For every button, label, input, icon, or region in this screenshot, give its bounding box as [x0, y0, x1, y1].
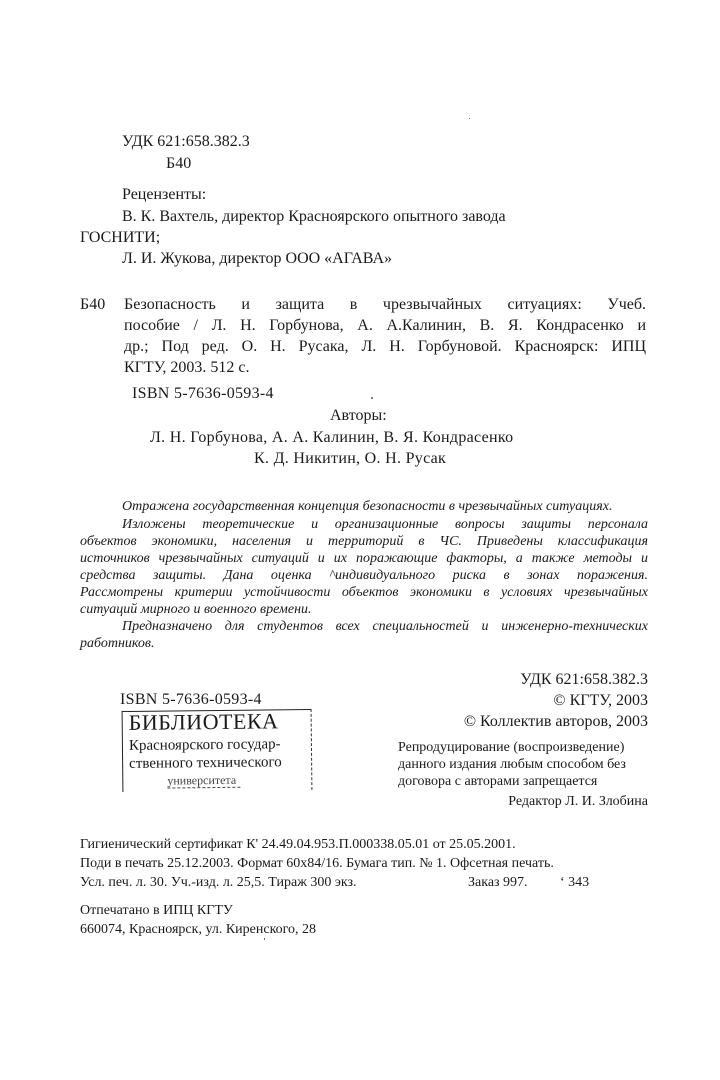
order-label: Заказ 997.: [468, 875, 528, 890]
reviewer-2: Л. И. Жукова, директор ООО «АГАВА»: [122, 250, 393, 267]
reproduction-notice-3: договора с авторами запрещается: [398, 774, 598, 789]
reviewer-1-org: ГОСНИТИ;: [80, 229, 161, 246]
authors-heading: Авторы:: [330, 407, 387, 424]
udk-code-top: УДК 621:658.382.3: [122, 133, 250, 150]
abstract-line-4: источников чрезвычайных ситуаций и их поражающие факторы, а также методы и: [80, 551, 648, 566]
reproduction-notice-2: данного издания любым способом без: [398, 757, 626, 772]
biblio-line-2: пособие / Л. Н. Горбунова, А. А.Калинин, В. Я. Кондрасенко и: [124, 317, 646, 334]
abstract-line-6: Рассмотрены критерии устойчивости объектов экономики в условиях чрезвычайных: [80, 585, 648, 600]
editor-credit: Редактор Л. И. Злобина: [508, 794, 648, 809]
biblio-line-3: др.; Под ред. О. Н. Русака, Л. Н. Горбуновой. Красноярск: ИПЦ: [124, 338, 646, 355]
stamp-line-1: Красноярского государ-: [128, 736, 281, 754]
abstract-line-1: Отражена государственная концепция безопасности в чрезвычайных ситуациях.: [122, 499, 613, 514]
biblio-line-1: Безопасность и защита в чрезвычайных ситуациях: Учеб.: [124, 296, 646, 313]
printed-at: Отпечатано в ИПЦ КГТУ: [80, 903, 233, 918]
abstract-line-3: объектов экономики, населения и территорий в ЧС. Приведены классификация: [80, 534, 648, 549]
print-speck: [371, 397, 373, 399]
printer-address: 660074, Красноярск, ул. Киренского, 28: [80, 922, 317, 937]
authors-line-1: Л. Н. Горбунова, А. А. Калинин, В. Я. Кондрасенко: [150, 429, 514, 446]
library-stamp: [122, 709, 313, 792]
stamp-line-2: ственного технического: [129, 754, 282, 772]
order-number: ‘ 343: [560, 875, 590, 890]
biblio-code: Б40: [80, 296, 106, 313]
reviewers-heading: Рецензенты:: [122, 186, 207, 203]
abstract-line-7: ситуаций мирного и военного времени.: [80, 602, 312, 617]
isbn-record: ISBN 5-7636-0593-4: [132, 385, 274, 402]
copyright-kgtu: © КГТУ, 2003: [553, 692, 648, 709]
stamp-title: БИБЛИОТЕКА: [128, 708, 279, 735]
print-speck: [469, 118, 470, 119]
udk-code-bottom: УДК 621:658.382.3: [520, 671, 648, 688]
bbk-code-top: Б40: [166, 155, 192, 172]
reproduction-notice-1: Репродуцирование (воспроизведение): [398, 740, 625, 755]
sheet-count: Усл. печ. л. 30. Уч.-изд. л. 25,5. Тираж 300 экз.: [80, 875, 357, 890]
stamp-line-3: университета: [167, 773, 240, 789]
abstract-line-8: Предназначено для студентов всех специальностей и инженерно-технических: [122, 619, 648, 634]
biblio-line-4: КГТУ, 2003. 512 с.: [124, 359, 250, 376]
print-speck: [264, 938, 265, 940]
copyright-authors: © Коллектив авторов, 2003: [463, 713, 648, 730]
reviewer-1: В. К. Вахтель, директор Красноярского опытного завода: [122, 208, 506, 225]
hygiene-certificate: Гигиенический сертификат К' 24.49.04.953.П.000338.05.01 от 25.05.2001.: [80, 837, 516, 852]
isbn-bottom: ISBN 5-7636-0593-4: [120, 691, 262, 708]
print-details: Поди в печать 25.12.2003. Формат 60x84/16. Бумага тип. № 1. Офсетная печать.: [80, 856, 554, 871]
authors-line-2: К. Д. Никитин, О. Н. Русак: [254, 450, 447, 467]
abstract-line-5: средства защиты. Дана оценка ^индивидуального риска в зонах поражения.: [80, 568, 648, 583]
abstract-line-2: Изложены теоретические и организационные вопросы защиты персонала: [122, 517, 648, 532]
abstract-line-9: работников.: [80, 636, 155, 651]
